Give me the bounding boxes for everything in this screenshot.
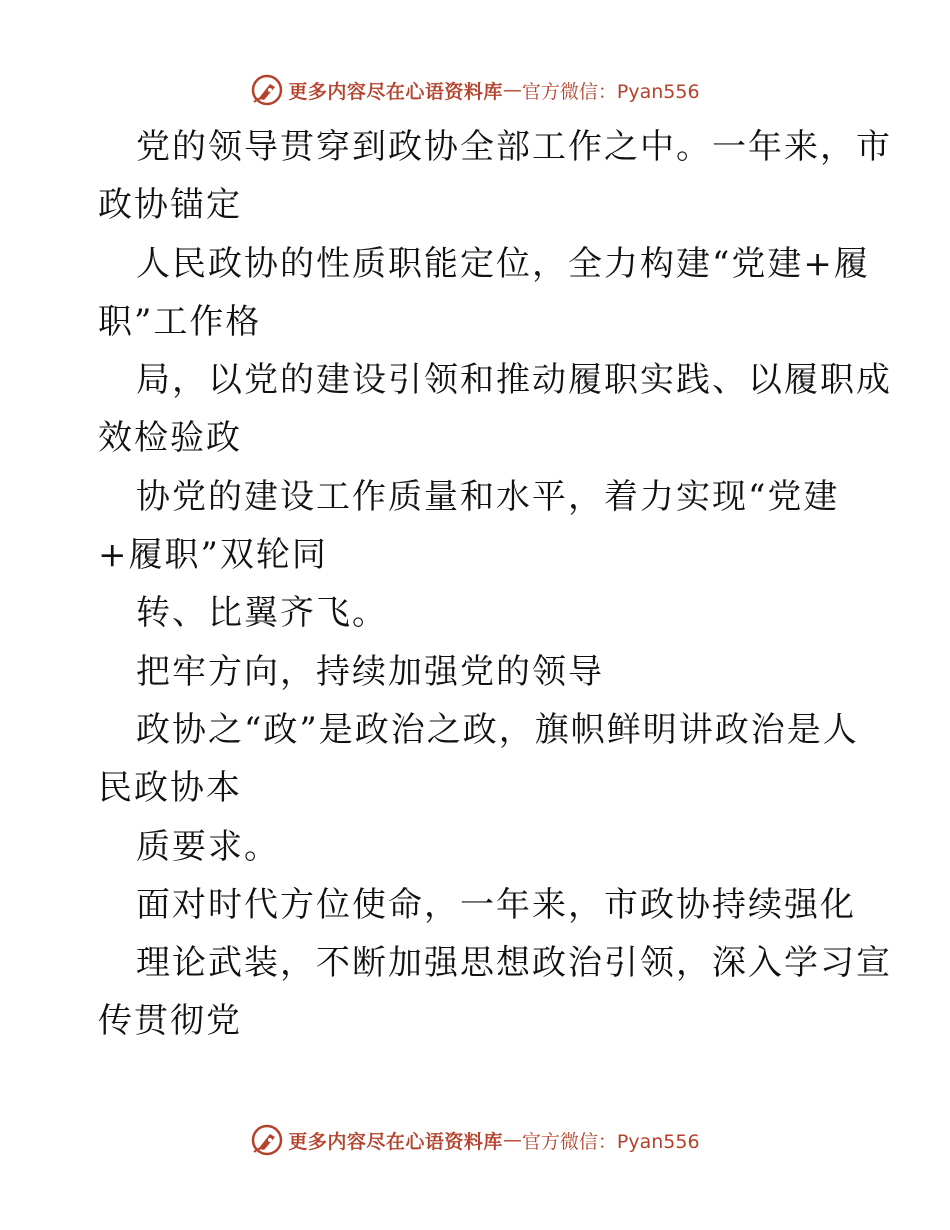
footer-slogan: 更多内容尽在心语资料库 [288,1130,503,1153]
text-line: 面对时代方位使命，一年来，市政协持续强化 [136,884,856,925]
pen-nib-logo-icon [250,73,284,107]
text-line: 协党的建设工作质量和水平，着力实现“党建 [136,476,840,517]
text-line: +履职”双轮同 [98,535,328,576]
text-line: 民政协本 [98,768,242,809]
text-line: 转、比翼齐飞。 [136,593,388,634]
document-body [98,118,892,1051]
footer-dash: — [502,1129,522,1151]
header-dash: — [502,79,522,101]
text-line: 局，以党的建设引领和推动履职实践、以履职成 [136,360,892,401]
text-line: 理论武装，不断加强思想政治引领，深入学习宣 [136,943,892,984]
footer-banner [0,1120,950,1160]
text-line: 质要求。 [136,826,280,867]
header-slogan: 更多内容尽在心语资料库 [288,80,503,103]
text-line: 把牢方向，持续加强党的领导 [136,651,604,692]
text-line: 人民政协的性质职能定位，全力构建“党建+履 [136,243,870,284]
text-line: 政协之“政”是政治之政，旗帜鲜明讲政治是人 [136,709,859,750]
text-line: 政协锚定 [98,185,242,226]
footer-wechat: 官方微信：Pyan556 [521,1130,700,1153]
header-wechat: 官方微信：Pyan556 [521,80,700,103]
pen-nib-logo-icon [250,1123,284,1157]
text-line: 职”工作格 [98,301,262,342]
text-line: 党的领导贯穿到政协全部工作之中。一年来，市 [136,127,892,167]
header-banner [0,70,950,110]
text-line: 传贯彻党 [98,1001,242,1042]
text-line: 效检验政 [98,418,242,459]
